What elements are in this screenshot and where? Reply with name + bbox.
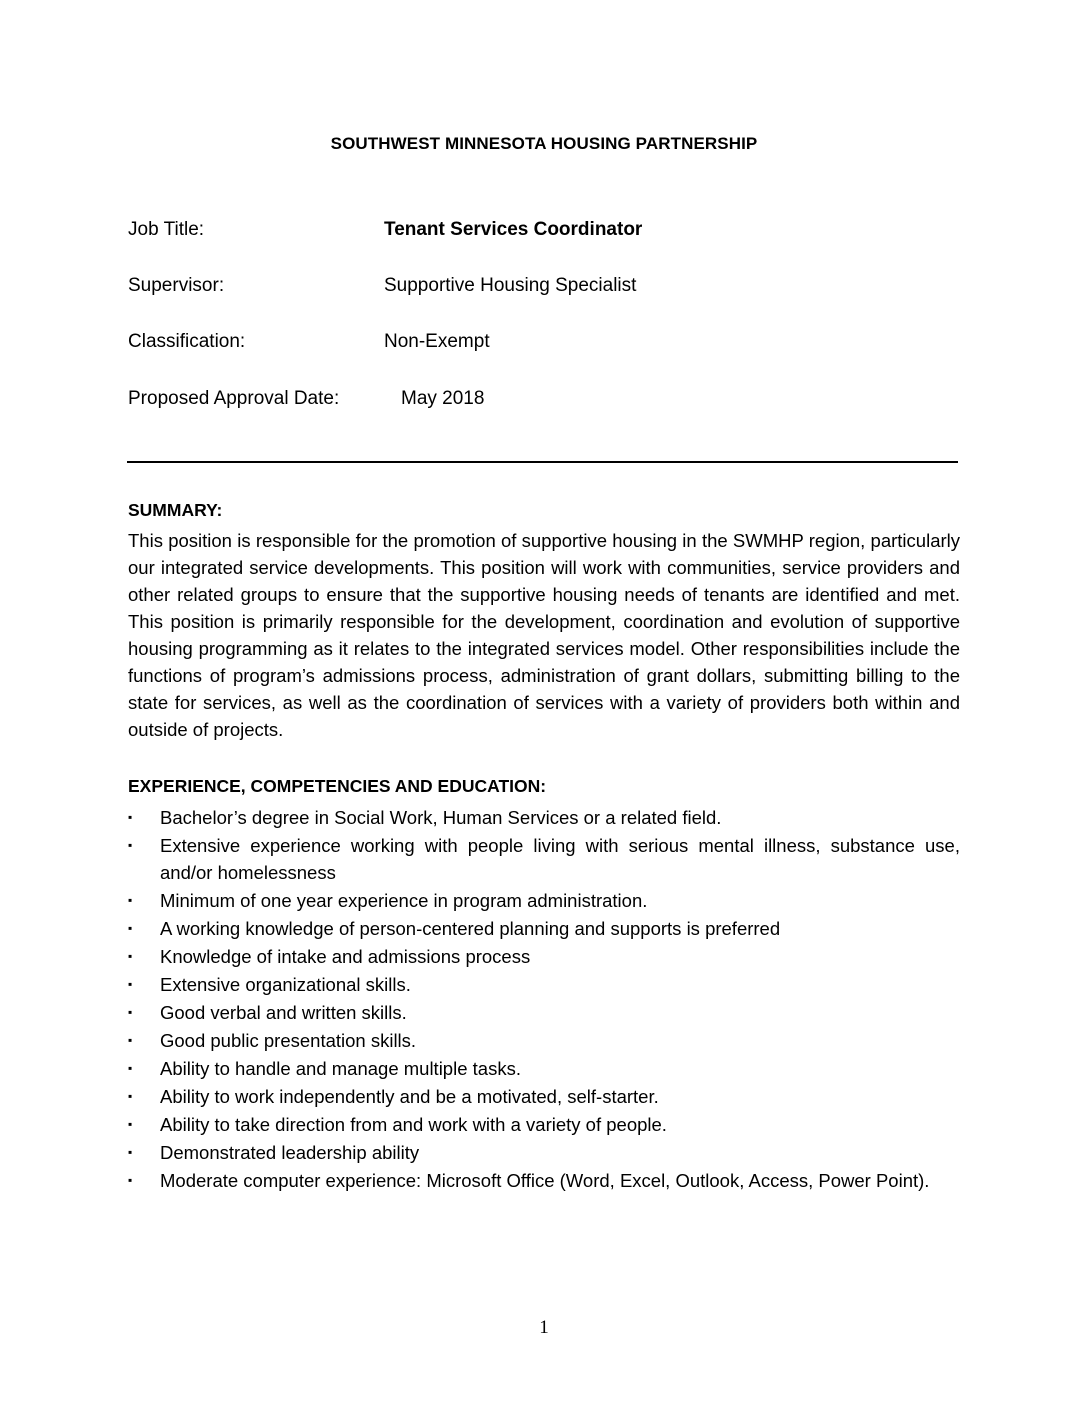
list-item	[128, 971, 960, 998]
list-item	[128, 832, 960, 886]
list-item-text: Minimum of one year experience in program administration.	[160, 890, 648, 911]
bullet-icon: ▪	[128, 921, 133, 935]
supervisor-label: Supervisor:	[128, 275, 225, 296]
bullet-icon: ▪	[128, 1005, 133, 1019]
bullet-icon: ▪	[128, 1089, 133, 1103]
experience-list	[128, 804, 960, 1195]
bullet-icon: ▪	[128, 977, 133, 991]
list-item-text: Good public presentation skills.	[160, 1030, 417, 1051]
experience-heading: EXPERIENCE, COMPETENCIES AND EDUCATION:	[128, 776, 547, 796]
classification-label: Classification:	[128, 331, 246, 352]
horizontal-divider	[127, 461, 958, 463]
list-item	[128, 999, 960, 1026]
list-item-text: Ability to take direction from and work with a variety of people.	[160, 1114, 667, 1135]
list-item	[128, 1139, 960, 1166]
list-item	[128, 887, 960, 914]
list-item-text: Extensive experience working with people living with serious mental illness, substance use, and/or homelessness	[160, 835, 960, 883]
list-item	[128, 1055, 960, 1082]
classification-value: Non-Exempt	[384, 331, 490, 352]
list-item	[128, 1167, 960, 1194]
page-number: 1	[539, 1317, 549, 1338]
list-item-text: A working knowledge of person-centered planning and supports is preferred	[160, 918, 781, 939]
approval-date-value: May 2018	[401, 388, 485, 409]
job-title-value: Tenant Services Coordinator	[384, 219, 643, 240]
bullet-icon: ▪	[128, 1061, 133, 1075]
list-item	[128, 915, 960, 942]
bullet-icon: ▪	[128, 1033, 133, 1047]
list-item-text: Ability to handle and manage multiple tasks.	[160, 1058, 521, 1079]
summary-paragraph: This position is responsible for the promotion of supportive housing in the SWMHP region, particularly our integrated service developments. This position will work with communities, service providers and other related groups to ensure that the supportive housing needs of tenants are identified and met. This position is primarily responsible for the development, coordination and evolution of supportive housing programming as it relates to the integrated services model. Other responsibilities include the functions of program’s admissions process, administration of grant dollars, submitting billing to the state for services, as well as the coordination of services with a variety of providers both within and outside of projects.	[128, 530, 960, 740]
supervisor-value: Supportive Housing Specialist	[384, 275, 637, 296]
bullet-icon: ▪	[128, 949, 133, 963]
list-item	[128, 1083, 960, 1110]
approval-date-label: Proposed Approval Date:	[128, 388, 340, 409]
bullet-icon: ▪	[128, 838, 133, 852]
organization-title: SOUTHWEST MINNESOTA HOUSING PARTNERSHIP	[330, 134, 758, 153]
bullet-icon: ▪	[128, 1173, 133, 1187]
list-item-text: Moderate computer experience: Microsoft Office (Word, Excel, Outlook, Access, Power Point).	[160, 1170, 930, 1191]
bullet-icon: ▪	[128, 893, 133, 907]
list-item-text: Extensive organizational skills.	[160, 974, 411, 995]
list-item	[128, 943, 960, 970]
bullet-icon: ▪	[128, 1117, 133, 1131]
list-item	[128, 1111, 960, 1138]
list-item-text: Ability to work independently and be a motivated, self-starter.	[160, 1086, 659, 1107]
list-item-text: Bachelor’s degree in Social Work, Human Services or a related field.	[160, 807, 722, 828]
summary-heading: SUMMARY:	[128, 500, 223, 520]
bullet-icon: ▪	[128, 1145, 133, 1159]
list-item-text: Demonstrated leadership ability	[160, 1142, 420, 1163]
list-item-text: Knowledge of intake and admissions process	[160, 946, 531, 967]
list-item	[128, 804, 960, 831]
bullet-icon: ▪	[128, 810, 133, 824]
list-item-text: Good verbal and written skills.	[160, 1002, 407, 1023]
list-item	[128, 1027, 960, 1054]
job-title-label: Job Title:	[128, 219, 205, 240]
